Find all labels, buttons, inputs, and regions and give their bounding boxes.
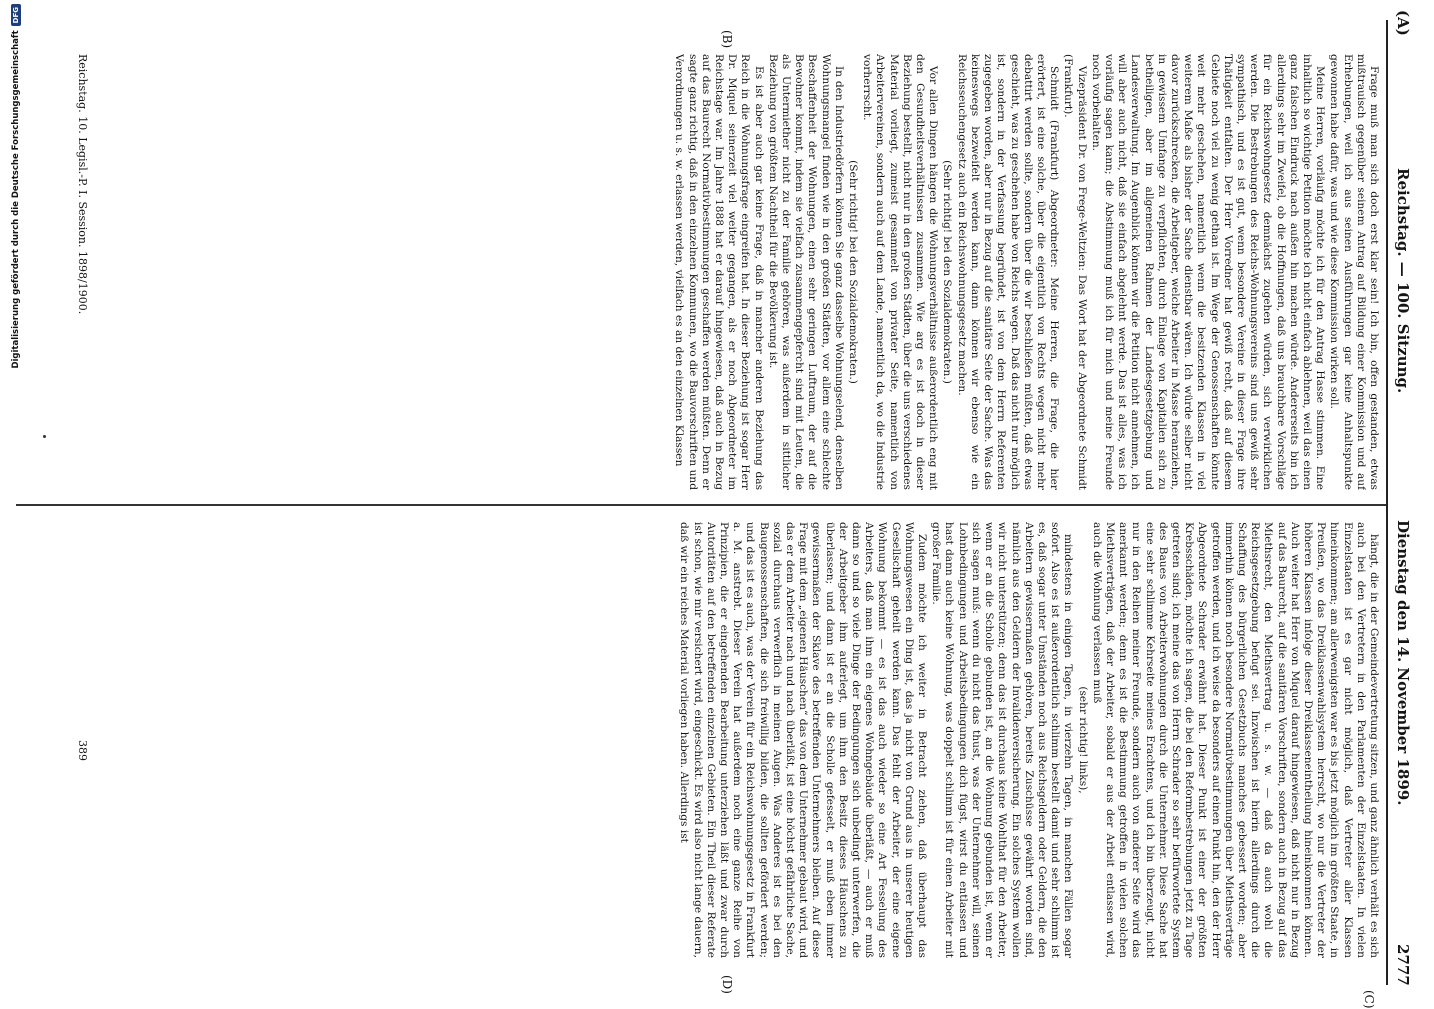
paragraph: Frage muß man sich doch erst klar sein! Ich bin, offen gestanden, etwas mißtrauisch gegenüber seinem Antrag auf Bildung einer Kommission und auf Erhebungen, weil ich aus seinen Ausführungen gar keine Anhaltspunkte gewonnen habe dafür, was und wie diese Kommission wirken soll. <box>1328 54 1380 490</box>
paragraph: Meine Herren, vorläufig möchte ich für den Antrag Hasse stimmen. Eine inhaltlich so wichtige Petition möchte ich nicht einfach ablehnen, weil das einen ganz falschen Eindruck nach außen hin machen würde. Andererseits bin ich allerdings sehr im Zweifel, ob die Hoffnungen, daß uns brauchbare Vorschläge für ein Reichswohngesetz demnächst zugehen würden, sich verwirklichen werden. Die Bestrebungen des Reichs-Wohnungsvereins sind uns gewiß sehr sympathisch, und es ist gut, wenn besondere Vereine in dieser Frage ihre Thätigkeit entfalten. Der Herr Vorredner hat gewiß recht, daß auf diesem Gebiete noch viel zu wenig gethan ist. Im Wege der Genossenschaften könnte weit mehr geschehen, namentlich wenn die besitzenden Klassen in viel weiterem Maße als bisher der Sache dienstbar wären. Ich würde selber nicht davor zurückschrecken, die Arbeitgeber, welche Arbeiter in Masse heranziehen, in gewissem Umfange zu verpflichten, durch Einlage von Kapitalien sich zu betheiligen, aber im allgemeinen Rahmen der Landesgesetzgebung und Landesverwaltung. Im Augenblick können wir die Petition nicht annehmen, ich will aber auch nicht, daß sie einfach abgelehnt werde. Das ist alles, was ich vorläufig sagen kann; die Abstimmung muß ich für mich und meine Freunde noch vorbehalten. <box>1089 54 1327 490</box>
digitization-credit <box>3 0 29 1000</box>
paragraph: Vizepräsident Dr. von Frege-Weltzien: Das Wort hat der Abgeordnete Schmidt (Frankfurt). <box>1062 54 1088 490</box>
left-text-column <box>110 54 1380 490</box>
header-title-right: Dienstag den 14. November 1899. <box>1394 520 1412 806</box>
section-marker-a: (A) <box>1394 10 1412 36</box>
interjection: (Sehr richtig! bei den Sozialdemokraten.) <box>847 160 860 384</box>
section-marker-c: (C) <box>1362 990 1376 1009</box>
interjection: (sehr richtig! links), <box>1076 686 1089 794</box>
paragraph: Vor allen Dingen hängen die Wohnungsverhältnisse außerordentlich eng mit den Gesundheitsverhältnissen zusammen. Wie arg es ist doch in dieser Beziehung bestellt, nicht nur in den großen Städten, über die uns verschiedenes Material vorliegt, zumeist gesammelt von privater Seite, namentlich von Arbeitervereinen, sondern auch auf dem Lande, namentlich da, wo die Industrie vorherrscht. <box>861 54 940 490</box>
paragraph: Schmidt (Frankfurt) Abgeordneter: Meine Herren, die Frage, die hier erörtert, ist eine solche, über die eigentlich von Rechts wegen nicht mehr debattirt werden sollte, sondern über die wir beschließen müßten, daß etwas geschieht, was zu geschehen habe von Reichs wegen. Daß das nicht nur möglich ist, sondern in der Verfassung begründet, ist von dem Herrn Referenten zugegeben worden, aber nur in Bezug auf die sanitäre Seite der Sache. Was das keineswegs bezweifelt werden kann, dann können wir ebenso wie ein Reichsseuchengesetz auch ein Reichswohnungsgesetz machen. <box>955 54 1061 490</box>
credit-text: Digitalisierung gefördert durch die Deutsche Forschungsgemeinschaft <box>11 30 21 369</box>
paragraph: hängt, die in der Gemeindevertretung sitzen, und ganz ähnlich verhält es sich auch bei den Vertretern in den Parlamenten der Einzelstaaten. In vielen Einzelstaaten ist es gar nicht möglich, daß Vertreter aller Klassen hineinkommen; am allerwenigsten war es bis jetzt möglich im größten Staate, in Preußen, wo das Dreiklassenwahlsystem herrscht, wo nur die Vertreter der höheren Klassen infolge dieser Dreiklasseneintheilung hineinkommen können. Auch weiter hat Herr von Miquel darauf hingewiesen, daß nicht nur in Bezug auf das Baurecht, auf die sanitären Vorschriften, sondern auch in Bezug auf das Miethsrecht, den Miethsvertrag u. s. w. — daß da auch wohl die Reichsgesetzgebung befugt sei. Inzwischen ist hierin allerdings durch die Schaffung des bürgerlichen Gesetzbuchs manches gebessert worden; aber immerhin können noch besondere Normativbestimmungen über Miethsverträge getroffen werden, und ich weise da besonders auf einen Punkt hin, den der Herr Abgeordnete Schrader erwähnt hat. Dieser Punkt ist einer der größten Krebsschäden, möchte ich sagen, die bei den Reformbestrebungen jetzt zu Tage getreten sind; ich meine das von Herrn Schrader so sehr befürwortete System des Baues von Arbeiterwohnungen durch die Unternehmer. Diese Sache hat eine sehr schlimme Kehrseite meines Erachtens, und ich bin überzeugt, nicht nur in den Reihen meiner Freunde, sondern auch von anderer Seite wird das anerkannt werden; denn es ist die Bestimmung getroffen in vielen solchen Miethsverträgen, daß der Arbeiter, sobald er aus der Arbeit entlassen wird, auch die Wohnung verlassen muß <box>1090 522 1380 958</box>
section-marker-d: (D) <box>720 975 734 994</box>
dfg-logo: DFG <box>11 4 21 26</box>
footer-page-number: 389 <box>76 740 89 761</box>
column-divider <box>16 504 1386 506</box>
header-rule <box>1386 20 1388 985</box>
interjection: (Sehr richtig! bei den Sozialdemokraten.) <box>941 160 954 384</box>
section-marker-b: (B) <box>720 30 734 49</box>
paragraph: Zudem möchte ich weiter in Betracht ziehen, daß überhaupt das Wohnungswesen ein Ding ist, das ja nicht von Grund aus in unserer heutigen Gesellschaft geheilt werden kann. Das fehlt der Arbeiter, der eine eigene Wohnung bekommt — es ist das auch wieder so eine Art Fesselung des Arbeiters, daß man ihm ein eigenes Wohngebäude überläßt, — auch er muß dann so und so viele Dinge der Bedingungen sich unbedingt unterwerfen, die der Arbeitgeber ihm auferlegt, um ihm den Besitz dieses Häuschens zu überlassen; und dann ist er an die Scholle gefesselt, er muß eben immer gewissermaßen der Sklave des betreffenden Unternehmers bleiben. Auf diese Frage mit dem „eigenen Häuschen“ das von dem Unternehmer gebaut wird, und das er dem Arbeiter nach und nach überläßt, ist eine höchst gefährliche Sache, sozial durchaus verwerflich in meinen Augen. Was Anderes ist es bei den Baugenossenschaften, die sich freiwillig bilden, die sollten gefördert werden; und das ist es auch, was der Verein für ein Reichswohnungsgesetz in Frankfurt a. M. anstrebt. Dieser Verein hat außerdem noch eine ganze Reihe von Prinzipien, die er eingehenden Bearbeitung unterziehen läßt und zwar durch Autoritäten auf den betreffenden einzelnen Gebieten. Ein Theil dieser Referate ist schon, wie mir versichert wird, eingeschickt. Es wird also nicht lange dauern, daß wir ein reiches Material vorliegen haben. Allerdings ist <box>678 522 929 958</box>
footer-session-line: Reichstag. 10. Legisl.-P. I. Session. 1898/1900. <box>76 54 89 315</box>
right-text-column <box>110 522 1380 958</box>
paragraph: Es ist aber auch gar keine Frage, daß in mancher anderen Beziehung das Reich in die Wohnungsfrage eingreifen hat. In dieser Beziehung ist sogar Herr Dr. Miquel seinerzeit viel weiter gegangen, als er noch Abgeordneter im Reichstage war. Im Jahre 1888 hat er darauf hingewiesen, daß auch in Bezug auf das Baurecht Normativbestimmungen geschaffen werden müßten. Denn er sagte ganz richtig, daß in den einzelnen Kommunen, wo die Bauvorschriften und Verordnungen u. s. w. erlassen werden, vielfach es an den einzelnen Klassen <box>673 54 765 490</box>
page-number: 2777 <box>1394 944 1412 986</box>
scan-speck <box>43 435 46 438</box>
paragraph: In den Industriedörfern können Sie ganz dasselbe Wohnungselend, denselben Wohnungsmangel finden wie in den großen Städten, vor allem eine schlechte Beschaffenheit der Wohnungen, einen sehr geringen Luftraum, der auf die Bewohner kommt, indem sie vielfach zusammengepfercht sind mit Leuten, die als Untermiether nicht zu der Familie gehören, was außerdem in sittlicher Beziehung von größtem Nachtheil für die Bevölkerung ist. <box>766 54 845 490</box>
header-title-left: Reichstag. — 100. Sitzung. <box>1394 168 1412 394</box>
paragraph: mindestens in einigen Tagen, in vierzehn Tagen, in manchen Fällen sogar sofort. Also es ist außerordentlich schlimm bestellt damit und sehr schlimm ist es, daß sogar unter Umständen noch aus Reichsgeldern oder Geldern, die den Arbeitern gewissermaßen gehören, bereits Zuschüsse gewährt worden sind, nämlich aus den Geldern der Invalidenversicherung. Ein solches System wollen wir nicht unterstützen; denn das ist durchaus keine Wohlthat für den Arbeiter, wenn er an die Scholle gebunden ist, an die Wohnung gebunden ist, wenn er sich sagen muß: wenn du nicht das thust, was der Unternehmer will, seinen Lohnbedingungen und Arbeitsbedingungen dich fügst, wirst du entlassen und hast dann auch keine Wohnung, was doppelt schlimm ist für einen Arbeiter mit großer Familie. <box>930 522 1075 958</box>
